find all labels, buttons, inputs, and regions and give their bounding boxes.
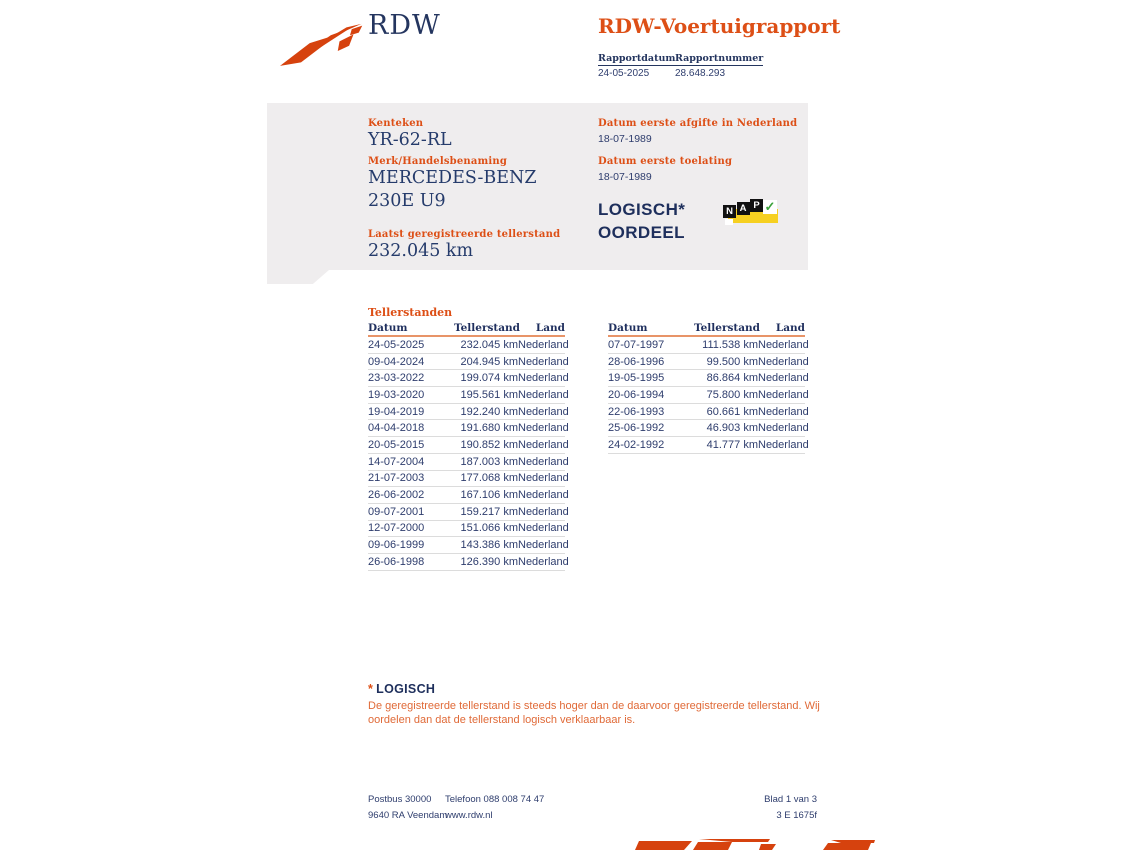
table-row: [368, 453, 565, 470]
column-header-tellerstand: Tellerstand: [694, 320, 758, 336]
cell-tellerstand: 190.852 km: [454, 437, 518, 454]
cell-datum: 19-05-1995: [608, 370, 694, 387]
page-title: RDW-Voertuigrapport: [598, 14, 841, 38]
cell-tellerstand: 192.240 km: [454, 403, 518, 420]
cell-datum: 25-06-1992: [608, 420, 694, 437]
cell-tellerstand: 167.106 km: [454, 487, 518, 504]
tellerstand-value: 232.045 km: [368, 241, 474, 261]
table-row: [608, 403, 805, 420]
oordeel-verdict: [598, 198, 685, 244]
cell-tellerstand: 46.903 km: [694, 420, 758, 437]
odometer-table-left: [368, 320, 569, 571]
cell-tellerstand: 99.500 km: [694, 353, 758, 370]
rdw-wing-logo-icon: [280, 22, 364, 66]
cell-tellerstand: 191.680 km: [454, 420, 518, 437]
footer-phone: Telefoon 088 008 74 47: [445, 794, 545, 805]
table-row: [368, 520, 565, 537]
table-row: [608, 420, 805, 437]
oordeel-line2: OORDEEL: [598, 223, 685, 242]
rdw-logo-wordmark: RDW: [368, 10, 441, 41]
cell-land: Nederland: [758, 336, 805, 353]
column-header-datum: Datum: [368, 320, 454, 336]
cell-datum: 20-05-2015: [368, 437, 454, 454]
table-row: [368, 336, 565, 353]
cell-land: Nederland: [758, 387, 805, 404]
footer-page-indicator: Blad 1 van 3: [764, 794, 817, 805]
column-header-tellerstand: Tellerstand: [454, 320, 518, 336]
odometer-table-right: [608, 320, 809, 454]
cell-tellerstand: 126.390 km: [454, 553, 518, 570]
cell-land: Nederland: [518, 353, 565, 370]
footnote-title: [368, 682, 435, 696]
cell-land: Nederland: [518, 336, 565, 353]
nap-logo: [723, 199, 779, 228]
footer-website-link[interactable]: www.rdw.nl: [445, 810, 493, 821]
cell-datum: 28-06-1996: [608, 353, 694, 370]
cell-tellerstand: 177.068 km: [454, 470, 518, 487]
cell-tellerstand: 60.661 km: [694, 403, 758, 420]
merk-value-line1: MERCEDES-BENZ: [368, 168, 537, 188]
table-row: [368, 487, 565, 504]
table-row: [368, 553, 565, 570]
report-date-value: 24-05-2025: [598, 68, 650, 79]
odometer-table-left-header: [368, 320, 565, 336]
cell-land: Nederland: [518, 470, 565, 487]
cell-land: Nederland: [518, 387, 565, 404]
cell-datum: 24-05-2025: [368, 336, 454, 353]
toelating-label: Datum eerste toelating: [598, 156, 733, 167]
footnote-asterisk: *: [368, 682, 374, 696]
cell-datum: 26-06-1998: [368, 553, 454, 570]
report-number-value: 28.648.293: [675, 68, 726, 79]
cell-land: Nederland: [518, 453, 565, 470]
table-row: [608, 437, 805, 454]
cell-datum: 19-03-2020: [368, 387, 454, 404]
cell-datum: 09-06-1999: [368, 537, 454, 554]
cell-tellerstand: 75.800 km: [694, 387, 758, 404]
cell-datum: 04-04-2018: [368, 420, 454, 437]
cell-datum: 21-07-2003: [368, 470, 454, 487]
cell-land: Nederland: [518, 503, 565, 520]
cell-land: Nederland: [758, 420, 805, 437]
cell-tellerstand: 159.217 km: [454, 503, 518, 520]
footer-address-line2: 9640 RA Veendam: [368, 810, 448, 821]
cell-datum: 23-03-2022: [368, 370, 454, 387]
kenteken-label: Kenteken: [368, 118, 424, 129]
cell-datum: 22-06-1993: [608, 403, 694, 420]
kenteken-value: YR-62-RL: [368, 130, 452, 150]
cell-datum: 20-06-1994: [608, 387, 694, 404]
cell-datum: 09-04-2024: [368, 353, 454, 370]
oordeel-line1: LOGISCH*: [598, 200, 686, 219]
table-row: [368, 387, 565, 404]
cell-datum: 12-07-2000: [368, 520, 454, 537]
vehicle-summary-box: [267, 103, 808, 270]
table-row: [368, 470, 565, 487]
cell-land: Nederland: [758, 437, 805, 454]
cell-datum: 09-07-2001: [368, 503, 454, 520]
cell-land: Nederland: [758, 353, 805, 370]
table-row: [368, 420, 565, 437]
table-row: [368, 437, 565, 454]
cell-land: Nederland: [518, 487, 565, 504]
cell-tellerstand: 199.074 km: [454, 370, 518, 387]
cell-land: Nederland: [518, 420, 565, 437]
merk-value-line2: 230E U9: [368, 191, 446, 211]
nap-checkmark-icon: ✓: [764, 199, 776, 214]
column-header-land: Land: [518, 320, 565, 336]
cell-tellerstand: 111.538 km: [694, 336, 758, 353]
cell-tellerstand: 187.003 km: [454, 453, 518, 470]
cell-datum: 14-07-2004: [368, 453, 454, 470]
report-date-label: Rapportdatum: [598, 53, 676, 64]
cell-datum: 24-02-1992: [608, 437, 694, 454]
cell-land: Nederland: [518, 403, 565, 420]
cell-datum: 07-07-1997: [608, 336, 694, 353]
cell-tellerstand: 195.561 km: [454, 387, 518, 404]
vehicle-box-corner-tail: [267, 270, 329, 284]
table-row: [608, 353, 805, 370]
cell-tellerstand: 232.045 km: [454, 336, 518, 353]
table-row: [608, 387, 805, 404]
table-row: [368, 403, 565, 420]
report-number-label: Rapportnummer: [675, 53, 764, 64]
table-row: [608, 370, 805, 387]
cell-datum: 19-04-2019: [368, 403, 454, 420]
nap-notch: [725, 219, 733, 225]
cell-tellerstand: 151.066 km: [454, 520, 518, 537]
odometer-table-right-header: [608, 320, 805, 336]
nap-letter-p: P: [750, 199, 763, 212]
table-row: [368, 503, 565, 520]
table-row: [608, 336, 805, 353]
footnote-explanation: De geregistreerde tellerstand is steeds hoger dan de daarvoor geregistreerde tellerstand. Wij oordelen dan dat de tellerstand logisch verklaarbaar is.: [368, 700, 820, 726]
cell-land: Nederland: [518, 437, 565, 454]
table-row: [368, 370, 565, 387]
table-row: [368, 537, 565, 554]
column-header-land: Land: [758, 320, 805, 336]
nap-letter-n: N: [723, 205, 736, 218]
tellerstand-label: Laatst geregistreerde tellerstand: [368, 229, 561, 240]
tellerstanden-section-title: Tellerstanden: [368, 306, 453, 319]
footer-form-code: 3 E 1675f: [776, 810, 817, 821]
nap-letter-a: A: [737, 202, 750, 215]
cell-land: Nederland: [758, 403, 805, 420]
cell-land: Nederland: [518, 553, 565, 570]
cell-land: Nederland: [518, 537, 565, 554]
column-header-datum: Datum: [608, 320, 694, 336]
cell-tellerstand: 41.777 km: [694, 437, 758, 454]
cell-tellerstand: 204.945 km: [454, 353, 518, 370]
table-row: [368, 353, 565, 370]
cell-land: Nederland: [518, 370, 565, 387]
cell-tellerstand: 86.864 km: [694, 370, 758, 387]
bottom-rdw-watermark-fragment-icon: [635, 838, 875, 850]
cell-tellerstand: 143.386 km: [454, 537, 518, 554]
cell-datum: 26-06-2002: [368, 487, 454, 504]
footnote-title-text: LOGISCH: [376, 682, 436, 696]
cell-land: Nederland: [758, 370, 805, 387]
merk-label: Merk/Handelsbenaming: [368, 156, 508, 167]
afgifte-label: Datum eerste afgifte in Nederland: [598, 118, 798, 129]
afgifte-date: 18-07-1989: [598, 133, 652, 145]
cell-land: Nederland: [518, 520, 565, 537]
toelating-date: 18-07-1989: [598, 171, 652, 183]
footer-address-line1: Postbus 30000: [368, 794, 432, 805]
